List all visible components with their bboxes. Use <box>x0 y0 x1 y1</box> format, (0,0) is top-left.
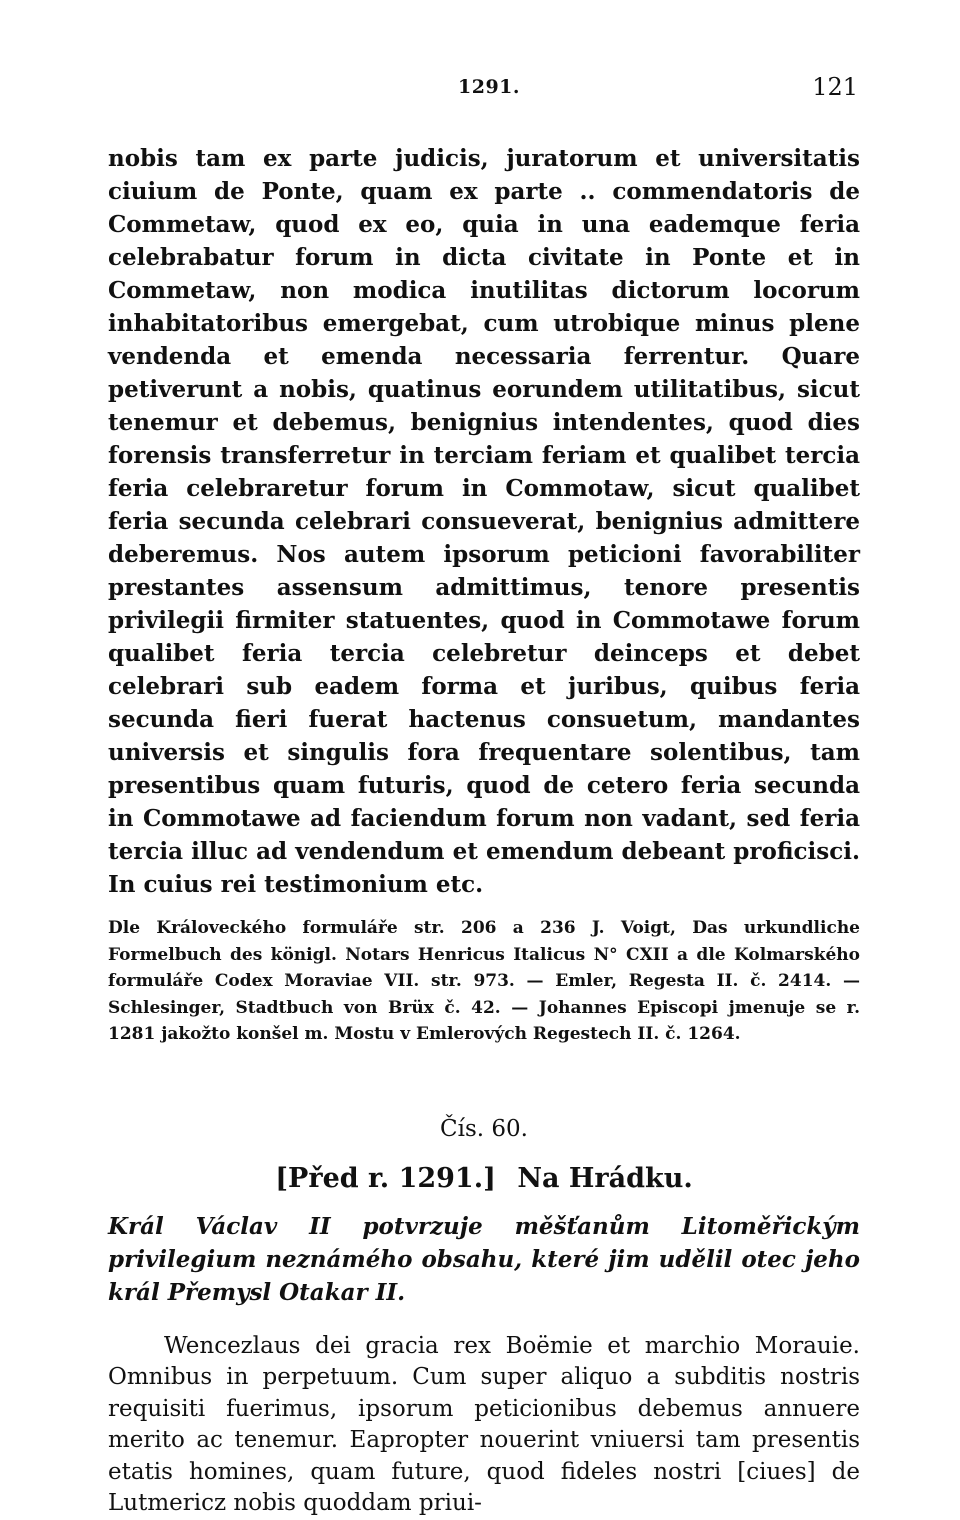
continuation-text-block <box>108 142 860 901</box>
document-number: Čís. 60. <box>440 1115 528 1142</box>
continuation-paragraph: nobis tam ex parte judicis, juratorum et universitatis ciuium de Ponte, quam ex parte .. commendatoris de Commetaw, quod ex eo, quia in una eademque feria celebrabatur forum in dicta civitate in Ponte et in Commetaw, non modica inutilitas dictorum locorum inhabitatoribus emergebat, cum utrobique minus plene vendenda et emenda necessaria ferrentur. Quare petiverunt a nobis, quatinus eorundem utilitatibus, sicut tenemur et debemus, benignius intendentes, quod dies forensis transferretur in terciam feriam et qualibet tercia feria celebraretur forum in Commotaw, sicut qualibet feria secunda celebrari consueverat, benignius admittere deberemus. Nos autem ipsorum peticioni favorabiliter prestantes assensum admittimus, tenore presentis privilegii firmiter statuentes, quod in Commotawe forum qualibet feria tercia celebretur deinceps et debet celebrari sub eadem forma et juribus, quibus feria secunda fieri fuerat hactenus consuetum, mandantes universis et singulis fora frequentare solentibus, tam presentibus quam futuris, quod de cetero feria secunda in Commotawe ad faciendum forum non vadant, sed feria tercia illuc ad vendendum et emendum debeant proficisci. In cuius rei testimonium etc. <box>108 145 860 898</box>
document-date: [Před r. 1291.] <box>275 1162 496 1194</box>
document-heading <box>108 1158 860 1200</box>
charter-text-block <box>108 1331 860 1520</box>
running-year: 1291. <box>458 76 520 98</box>
book-page <box>108 68 860 1520</box>
source-note: Dle Královeckého formuláře str. 206 a 236 J. Voigt, Das urkundliche Formelbuch des königl. Notars Henricus Italicus N° CXII a dle Kolmarského formuláře Codex Moraviae VII. str. 973. — Emler, Regesta II. č. 2414. — Schlesinger, Stadtbuch von Brüx č. 42. — Johannes Episcopi jmenuje se r. 1281 jakožto konšel m. Mostu v Emlerových Regestech II. č. 1264. <box>108 918 860 1045</box>
page-number: 121 <box>812 73 858 101</box>
source-note-block <box>108 915 860 1048</box>
document-regest: Král Václav II potvrzuje měšťanům Litoměřickým privilegium neznámého obsahu, které jim udělil otec jeho král Přemysl Otakar II. <box>108 1212 860 1306</box>
document-place: Na Hrádku. <box>517 1162 693 1194</box>
running-head <box>108 68 860 112</box>
charter-paragraph: Wencezlaus dei gracia rex Boëmie et marchio Morauie. Omnibus in perpetuum. Cum super aliquo a subditis nostris requisiti fuerimus, ipsorum peticionibus debemus annuere merito ac tenemur. Eapropter nouerint vniuersi tam presentis etatis homines, quam future, quod fideles nostri [ciues] de Lutmericz nobis quoddam priui- <box>108 1332 860 1517</box>
